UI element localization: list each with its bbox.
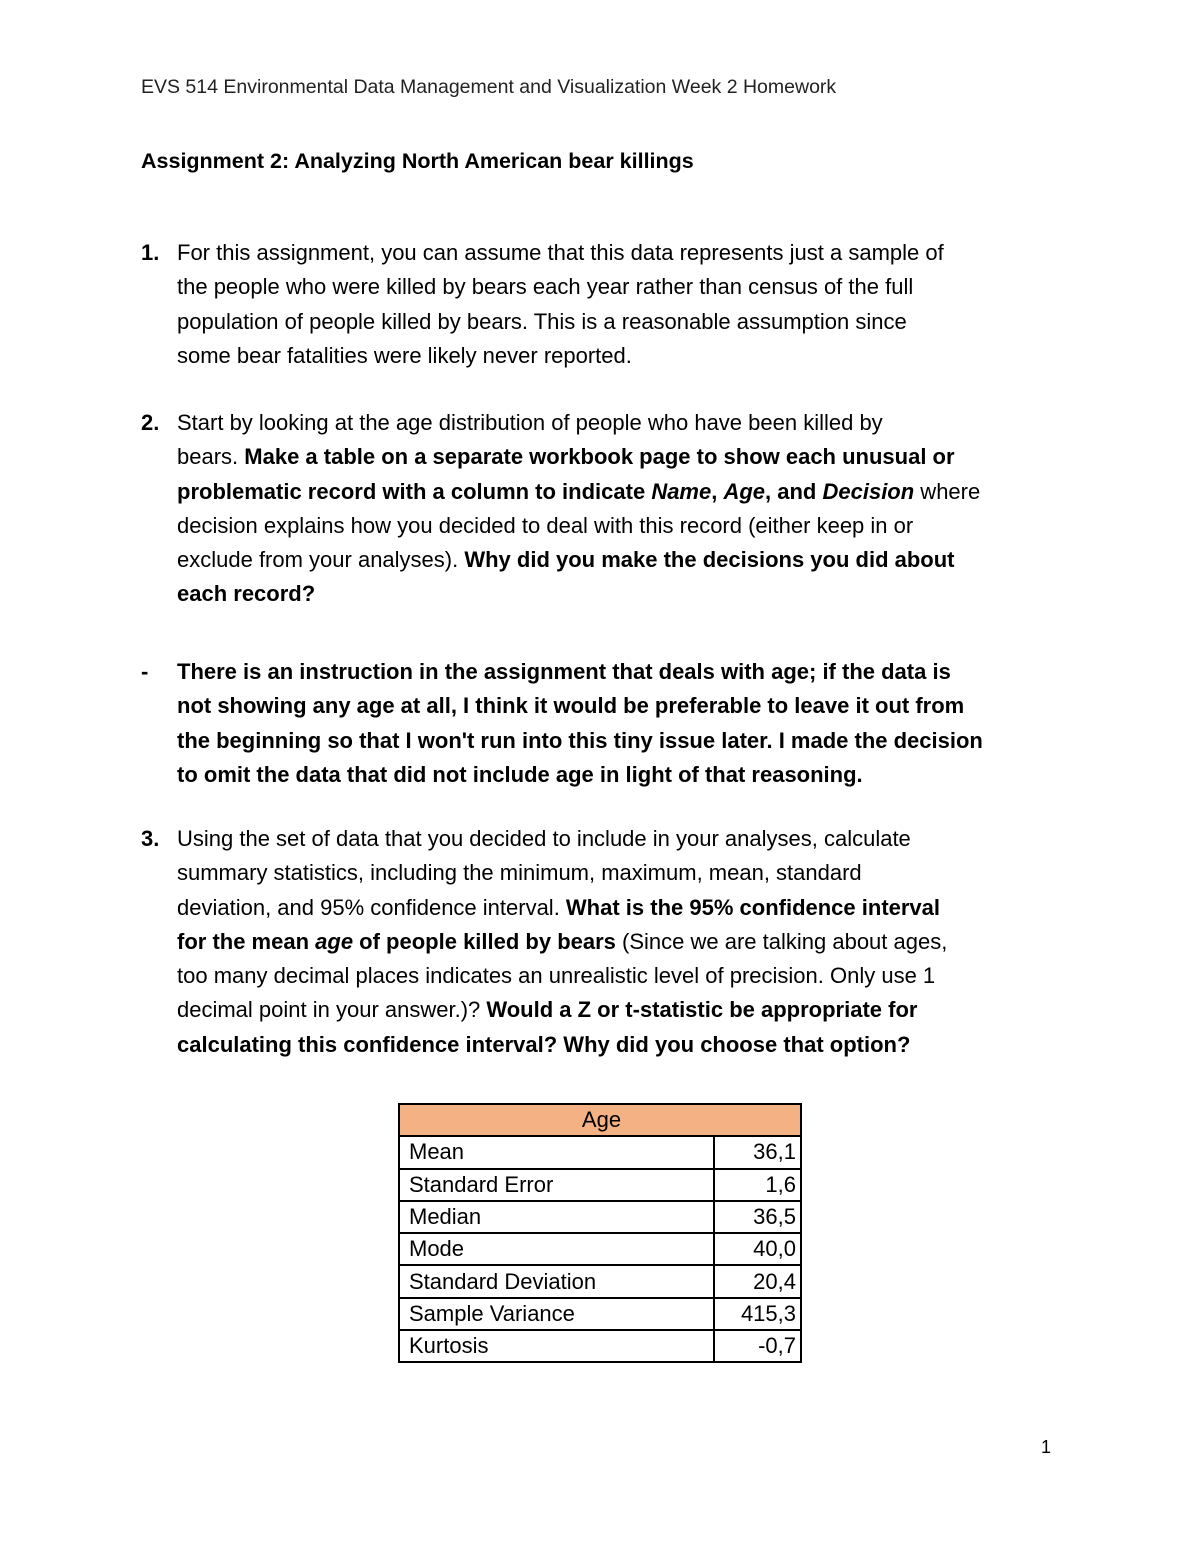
text-line xyxy=(177,891,947,925)
text-line: summary statistics, including the minimum, maximum, mean, standard xyxy=(177,860,862,886)
page-number: 1 xyxy=(1041,1437,1052,1457)
text-line: Using the set of data that you decided to include in your analyses, calculate xyxy=(177,826,911,851)
bold-text-run: of people killed by bears xyxy=(353,928,616,954)
stat-value: 36,1 xyxy=(714,1136,801,1168)
text-line: There is an instruction in the assignment that deals with age; if the data is xyxy=(177,659,951,684)
table-header-age: Age xyxy=(399,1104,801,1136)
text-line: each record? xyxy=(177,581,316,607)
table-row xyxy=(399,1265,801,1297)
stat-value: 1,6 xyxy=(714,1169,801,1201)
text-run: exclude from your analyses). xyxy=(177,547,465,573)
table-row xyxy=(399,1169,801,1201)
bold-text-run: , xyxy=(711,478,724,504)
text-line: the beginning so that I won't run into this tiny issue later. I made the decision xyxy=(177,727,983,753)
text-line: not showing any age at all, I think it would be preferable to leave it out from xyxy=(177,693,965,719)
stat-label: Median xyxy=(399,1201,714,1233)
text-line: Start by looking at the age distribution of people who have been killed by xyxy=(177,410,883,435)
text-line xyxy=(177,925,947,959)
assignment-title: Assignment 2: Analyzing North American bear killings xyxy=(141,149,694,173)
text-line: the people who were killed by bears each year rather than census of the full xyxy=(177,274,914,300)
stat-label: Standard Error xyxy=(399,1169,714,1201)
stat-label: Mean xyxy=(399,1136,714,1168)
text-line: to omit the data that did not include age in light of that reasoning. xyxy=(177,761,863,787)
answer-text xyxy=(177,655,983,792)
stat-label: Sample Variance xyxy=(399,1298,714,1330)
text-line: population of people killed by bears. This is a reasonable assumption since xyxy=(177,308,907,334)
question-1-number: 1. xyxy=(141,240,160,265)
question-3-number: 3. xyxy=(141,826,160,851)
bullet-dash: - xyxy=(141,659,149,684)
text-line: calculating this confidence interval? Why did you choose that option? xyxy=(177,1031,911,1057)
bold-text-run: Would a Z or t-statistic be appropriate for xyxy=(486,997,918,1023)
bold-italic-name: Name xyxy=(651,478,712,504)
bold-italic-age: Age xyxy=(723,478,766,504)
stat-label: Standard Deviation xyxy=(399,1265,714,1297)
table-row xyxy=(399,1233,801,1265)
text-line: some bear fatalities were likely never reported. xyxy=(177,342,632,368)
bold-text-run: Why did you make the decisions you did about xyxy=(464,547,955,573)
question-2-number: 2. xyxy=(141,410,160,435)
question-2-text xyxy=(177,406,980,612)
bold-text-run: for the mean xyxy=(177,928,316,954)
text-run: decimal point in your answer.)? xyxy=(177,997,487,1023)
stat-value: 20,4 xyxy=(714,1265,801,1297)
text-line xyxy=(177,993,947,1027)
bold-text-run: What is the 95% confidence interval xyxy=(565,894,941,920)
text-line: For this assignment, you can assume that this data represents just a sample of xyxy=(177,240,944,265)
stat-value: 40,0 xyxy=(714,1233,801,1265)
question-3-text xyxy=(177,822,947,1062)
table-row xyxy=(399,1330,801,1362)
table-row xyxy=(399,1298,801,1330)
stat-value: -0,7 xyxy=(714,1330,801,1362)
text-run: bears. xyxy=(177,444,245,470)
text-line xyxy=(177,543,980,577)
text-line: too many decimal places indicates an unrealistic level of precision. Only use 1 xyxy=(177,963,936,989)
table-row xyxy=(399,1136,801,1168)
age-summary-table xyxy=(398,1103,802,1363)
bold-italic-age: age xyxy=(315,928,354,954)
table-row xyxy=(399,1201,801,1233)
stat-value: 36,5 xyxy=(714,1201,801,1233)
bold-text-run: Make a table on a separate workbook page to show each unusual or xyxy=(244,444,955,470)
text-run: deviation, and 95% confidence interval. xyxy=(177,894,566,920)
text-run: (Since we are talking about ages, xyxy=(615,928,948,954)
question-1-text xyxy=(177,236,944,373)
bold-italic-decision: Decision xyxy=(822,478,915,504)
text-run: where xyxy=(914,478,981,504)
stat-label: Kurtosis xyxy=(399,1330,714,1362)
text-line xyxy=(177,440,980,474)
text-line: decision explains how you decided to deal with this record (either keep in or xyxy=(177,512,914,538)
bold-text-run: problematic record with a column to indicate xyxy=(177,478,652,504)
bold-text-run: , and xyxy=(765,478,823,504)
text-line xyxy=(177,475,980,509)
stat-label: Mode xyxy=(399,1233,714,1265)
table-header-row xyxy=(399,1104,801,1136)
stat-value: 415,3 xyxy=(714,1298,801,1330)
page-header: EVS 514 Environmental Data Management and Visualization Week 2 Homework xyxy=(141,76,837,98)
